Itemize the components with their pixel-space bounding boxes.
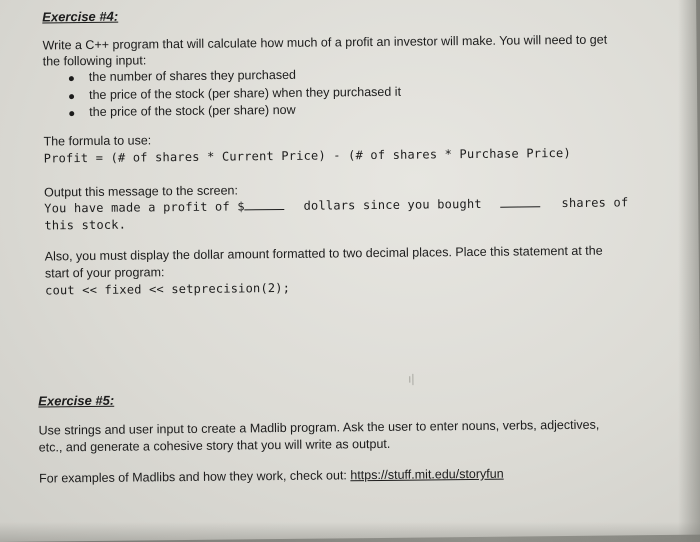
input-bullet-3: the price of the stock (per share) now <box>89 102 296 119</box>
bullet-dot <box>69 94 74 99</box>
shadow-right-edge <box>678 0 700 542</box>
bullet-dot <box>69 111 74 116</box>
input-bullet-2: the price of the stock (per share) when they purchased it <box>88 84 402 102</box>
shadow-bottom-edge <box>0 522 700 542</box>
storyfun-link[interactable]: https://stuff.mit.edu/storyfun <box>350 466 504 483</box>
output-label: Output this message to the screen: <box>44 183 239 200</box>
output-message-part-b: dollars since you bought <box>303 196 482 213</box>
output-message-line-2: this stock. <box>44 217 127 233</box>
blank-profit <box>245 199 285 210</box>
exercise-4-heading: Exercise #4: <box>42 8 119 25</box>
format-instruction-line-2: start of your program: <box>44 265 165 281</box>
madlib-examples-text: For examples of Madlibs and how they work, check out: <box>39 468 351 486</box>
madlib-examples-line <box>39 467 504 487</box>
exercise-4-intro-line-2: the following input: <box>42 53 147 69</box>
format-instruction-line-1: Also, you must display the dollar amount formatted to two decimal places. Place this statement at the <box>44 243 603 264</box>
setprecision-code: cout << fixed << setprecision(2); <box>45 280 291 298</box>
output-message-part-c: shares of <box>561 195 629 211</box>
output-message-part-a: You have made a profit of $ <box>44 199 245 216</box>
blank-shares <box>501 196 541 207</box>
exercise-5-heading: Exercise #5: <box>38 392 115 409</box>
exercise-5-line-1: Use strings and user input to create a Madlib program. Ask the user to enter nouns, verbs, adjectives, <box>38 417 600 438</box>
input-bullet-1: the number of shares they purchased <box>88 67 297 84</box>
pencil-mark: ı| <box>407 371 415 386</box>
formula-code: Profit = (# of shares * Current Price) - (# of shares * Purchase Price) <box>43 145 571 166</box>
formula-label: The formula to use: <box>43 133 152 149</box>
exercise-5-line-2: etc., and generate a cohesive story that you will write as output. <box>38 436 391 455</box>
bullet-dot <box>69 76 74 81</box>
exercise-4-intro-line-1: Write a C++ program that will calculate how much of a profit an investor will make. You will need to get <box>42 32 608 53</box>
